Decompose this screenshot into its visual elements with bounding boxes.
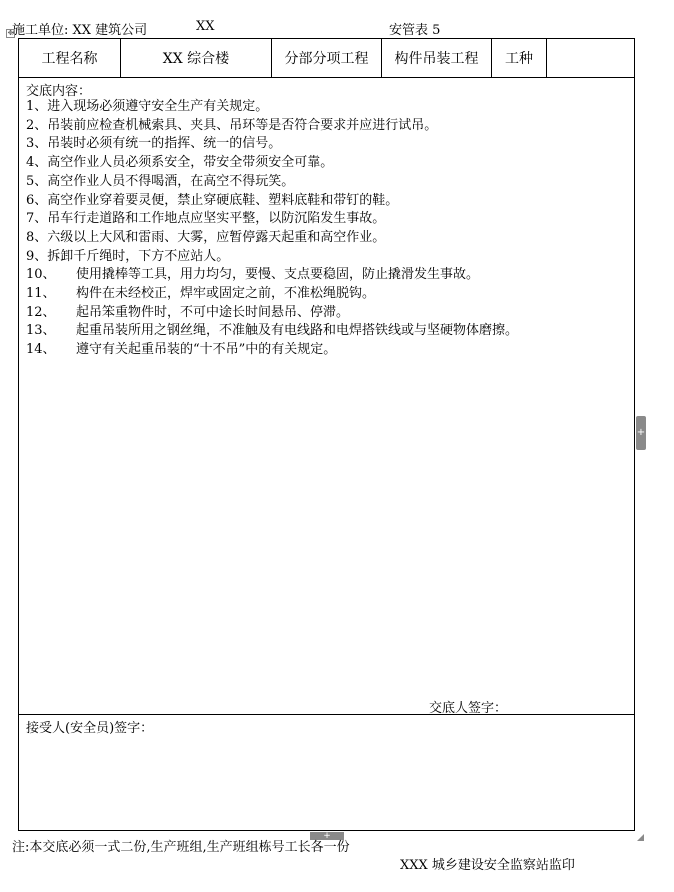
trade-label: 工种 — [492, 39, 547, 77]
project-name-label: 工程名称 — [19, 39, 121, 77]
list-item: 4、高空作业人员必须系安全，带安全带须安全可靠。 — [26, 155, 334, 171]
company-label: 施工单位: XX 建筑公司 — [12, 23, 148, 38]
page-expand-icon[interactable]: + — [636, 416, 646, 450]
list-item: 12、 起吊笨重物件时，不可中途长时间悬吊、停滞。 — [26, 304, 350, 320]
list-item: 2、吊装前应检查机械索具、夹具、吊环等是否符合要求并应进行试吊。 — [26, 117, 438, 133]
list-item: 6、高空作业穿着要灵便，禁止穿硬底鞋、塑料底鞋和带钉的鞋。 — [26, 192, 399, 208]
disclosure-table — [18, 38, 635, 831]
content-title: 交底内容： — [26, 84, 92, 99]
form-number: 安管表 5 — [389, 23, 441, 38]
info-row — [19, 39, 634, 78]
recipient-signature-label: 接受人(安全员)签字： — [26, 721, 154, 736]
footnote: 注:本交底必须一式二份,生产班组,生产班组栋号工长各一份 — [12, 840, 350, 855]
list-item: 13、 起重吊装所用之钢丝绳，不准触及有电线路和电焊搭铁线或与坚硬物体磨擦。 — [26, 323, 519, 339]
list-item: 1、进入现场必须遵守安全生产有关规定。 — [26, 99, 269, 114]
list-item: 10、 使用撬棒等工具，用力均匀，要慢、支点要稳固，防止撬滑发生事故。 — [26, 267, 480, 283]
list-item: 8、六级以上大风和雷雨、大雾，应暂停露天起重和高空作业。 — [26, 229, 386, 245]
sub-item-label: 分部分项工程 — [272, 39, 382, 77]
signer-signature-label: 交底人签字： — [429, 701, 508, 716]
project-name-value[interactable]: XX 综合楼 — [121, 39, 272, 77]
table-move-handle-icon[interactable]: ✥ — [7, 29, 14, 37]
trade-value[interactable] — [547, 39, 634, 77]
list-item: 9、拆卸千斤绳时，下方不应站人。 — [26, 248, 230, 264]
project-code: XX — [196, 19, 215, 34]
table-resize-handle-icon[interactable] — [637, 834, 644, 841]
sub-item-value[interactable]: 构件吊装工程 — [382, 39, 492, 77]
list-item: 3、吊装时必须有统一的指挥、统一的信号。 — [26, 136, 282, 152]
issuer-footer: XXX 城乡建设安全监察站监印 — [400, 858, 575, 873]
safety-rules-list — [26, 98, 518, 360]
add-row-icon[interactable]: + — [310, 832, 344, 840]
disclosure-content-cell[interactable] — [19, 77, 634, 715]
list-item: 5、高空作业人员不得喝酒，在高空不得玩笑。 — [26, 173, 295, 189]
list-item: 7、吊车行走道路和工作地点应坚实平整，以防沉陷发生事故。 — [26, 211, 386, 227]
list-item: 11、 构件在未经校正，焊牢或固定之前，不准松绳脱钩。 — [26, 286, 376, 302]
list-item: 14、 遵守有关起重吊装的“十不吊”中的有关规定。 — [26, 342, 337, 358]
